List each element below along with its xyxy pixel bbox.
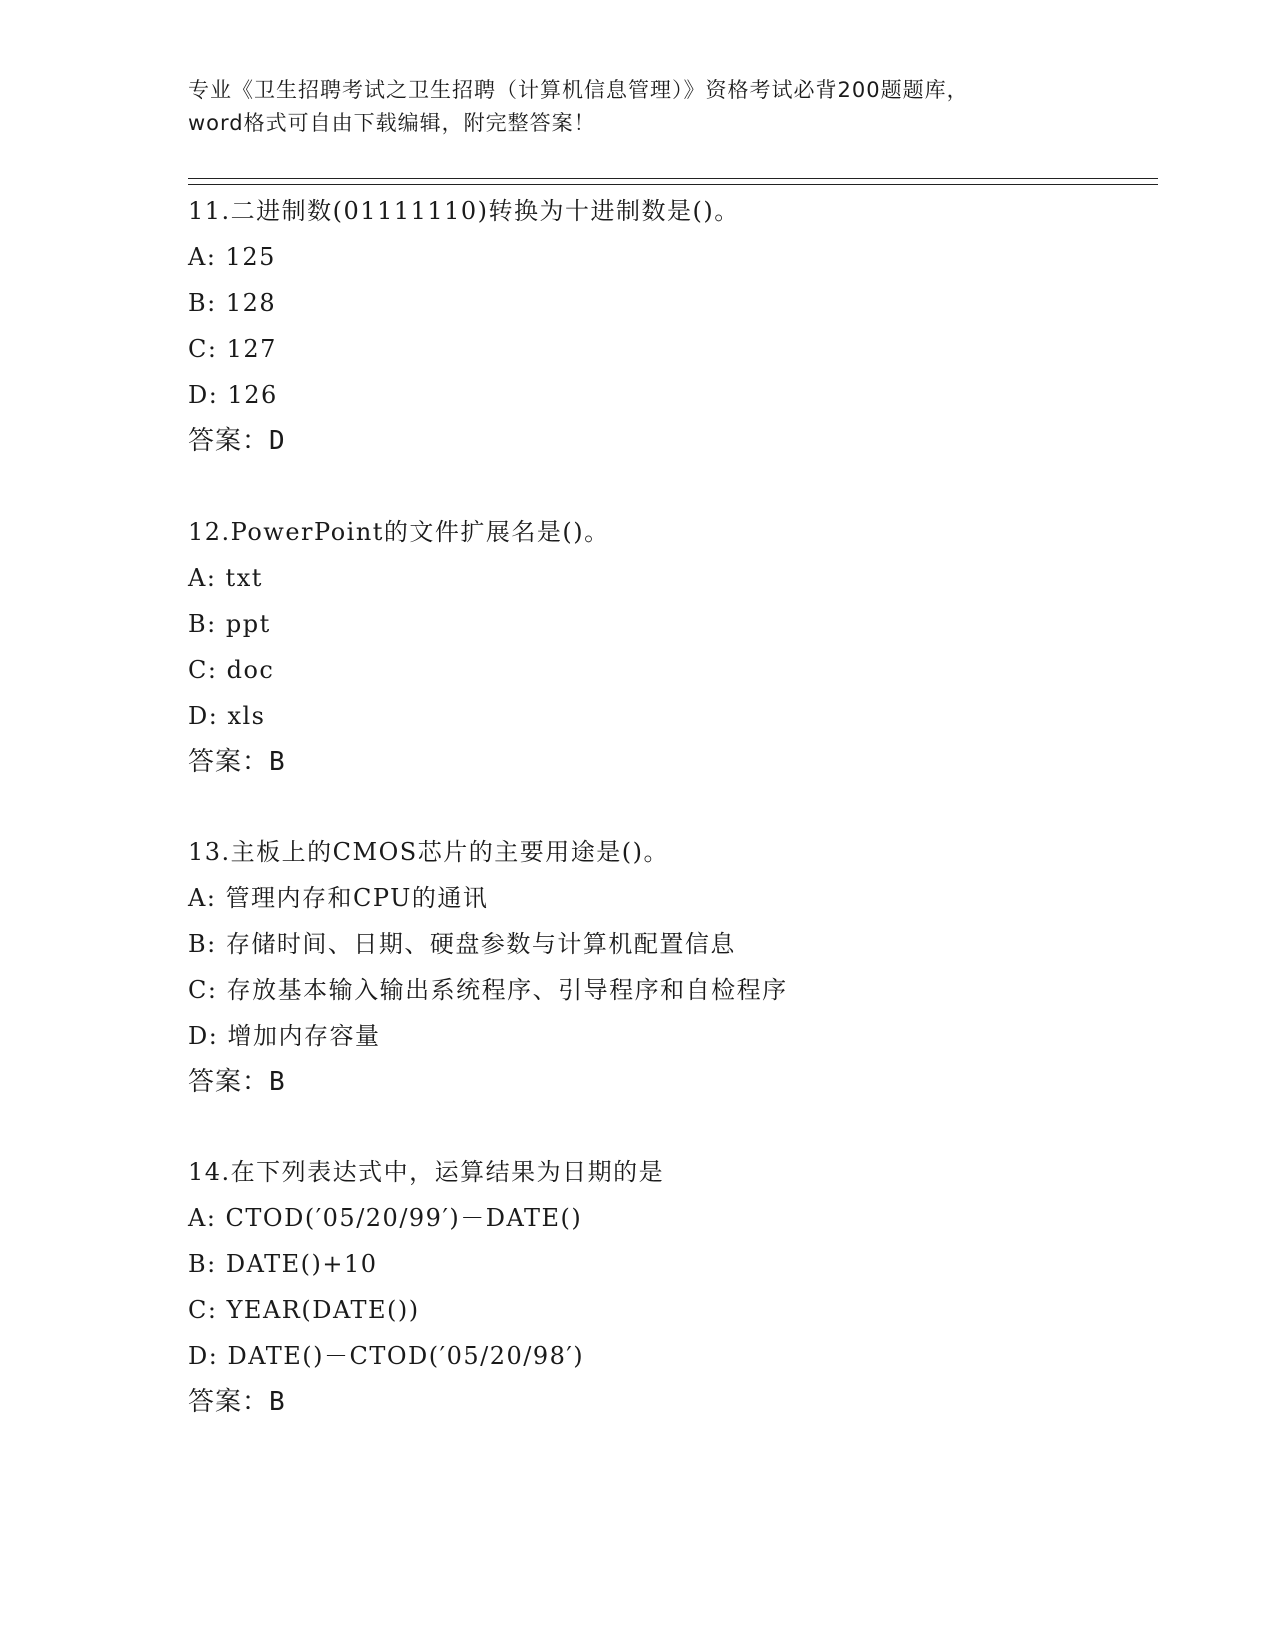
option-b: B: DATE()+10	[188, 1250, 378, 1278]
question-stem: 11.二进制数(01111110)转换为十进制数是()。	[188, 197, 740, 225]
answer-value: D	[269, 426, 286, 456]
option-c: C: 127	[188, 335, 277, 363]
question-stem: 14.在下列表达式中，运算结果为日期的是	[188, 1158, 665, 1186]
option-d: D: 增加内存容量	[188, 1022, 381, 1050]
option-a: A: 125	[188, 243, 276, 271]
answer-label: 答案：	[188, 747, 270, 777]
option-d: D: 126	[188, 381, 278, 409]
option-b: B: ppt	[188, 610, 271, 638]
answer-label: 答案：	[188, 426, 270, 456]
option-c: C: YEAR(DATE())	[188, 1296, 420, 1324]
option-c: C: doc	[188, 656, 275, 684]
question-stem: 12.PowerPoint的文件扩展名是()。	[188, 518, 610, 546]
option-d: D: xls	[188, 702, 266, 730]
option-a: A: CTOD(′05/20/99′)－DATE()	[188, 1204, 583, 1232]
answer-value: B	[269, 1387, 286, 1417]
answer-label: 答案：	[188, 1387, 270, 1417]
answer-line	[188, 1379, 1148, 1425]
option-b: B: 存储时间、日期、硬盘参数与计算机配置信息	[188, 930, 736, 958]
option-d: D: DATE()－CTOD(′05/20/98′)	[188, 1342, 585, 1370]
question-11	[188, 188, 1148, 464]
header-line-2: word格式可自由下载编辑，附完整答案！	[188, 111, 596, 135]
question-stem: 13.主板上的CMOS芯片的主要用途是()。	[188, 838, 669, 866]
option-a: A: txt	[188, 564, 263, 592]
header-divider-top	[188, 178, 1158, 179]
header-divider-bottom	[188, 184, 1158, 185]
option-c: C: 存放基本输入输出系统程序、引导程序和自检程序	[188, 976, 788, 1004]
answer-line	[188, 739, 1148, 785]
question-13	[188, 829, 1148, 1105]
answer-value: B	[269, 747, 286, 777]
question-12	[188, 509, 1148, 785]
answer-line	[188, 418, 1148, 464]
question-14	[188, 1149, 1148, 1425]
option-a: A: 管理内存和CPU的通讯	[188, 884, 489, 912]
answer-label: 答案：	[188, 1067, 270, 1097]
document-header	[188, 74, 1088, 140]
header-line-1: 专业《卫生招聘考试之卫生招聘（计算机信息管理）》资格考试必背200题题库，	[188, 78, 969, 102]
option-b: B: 128	[188, 289, 277, 317]
answer-line	[188, 1059, 1148, 1105]
answer-value: B	[269, 1067, 286, 1097]
